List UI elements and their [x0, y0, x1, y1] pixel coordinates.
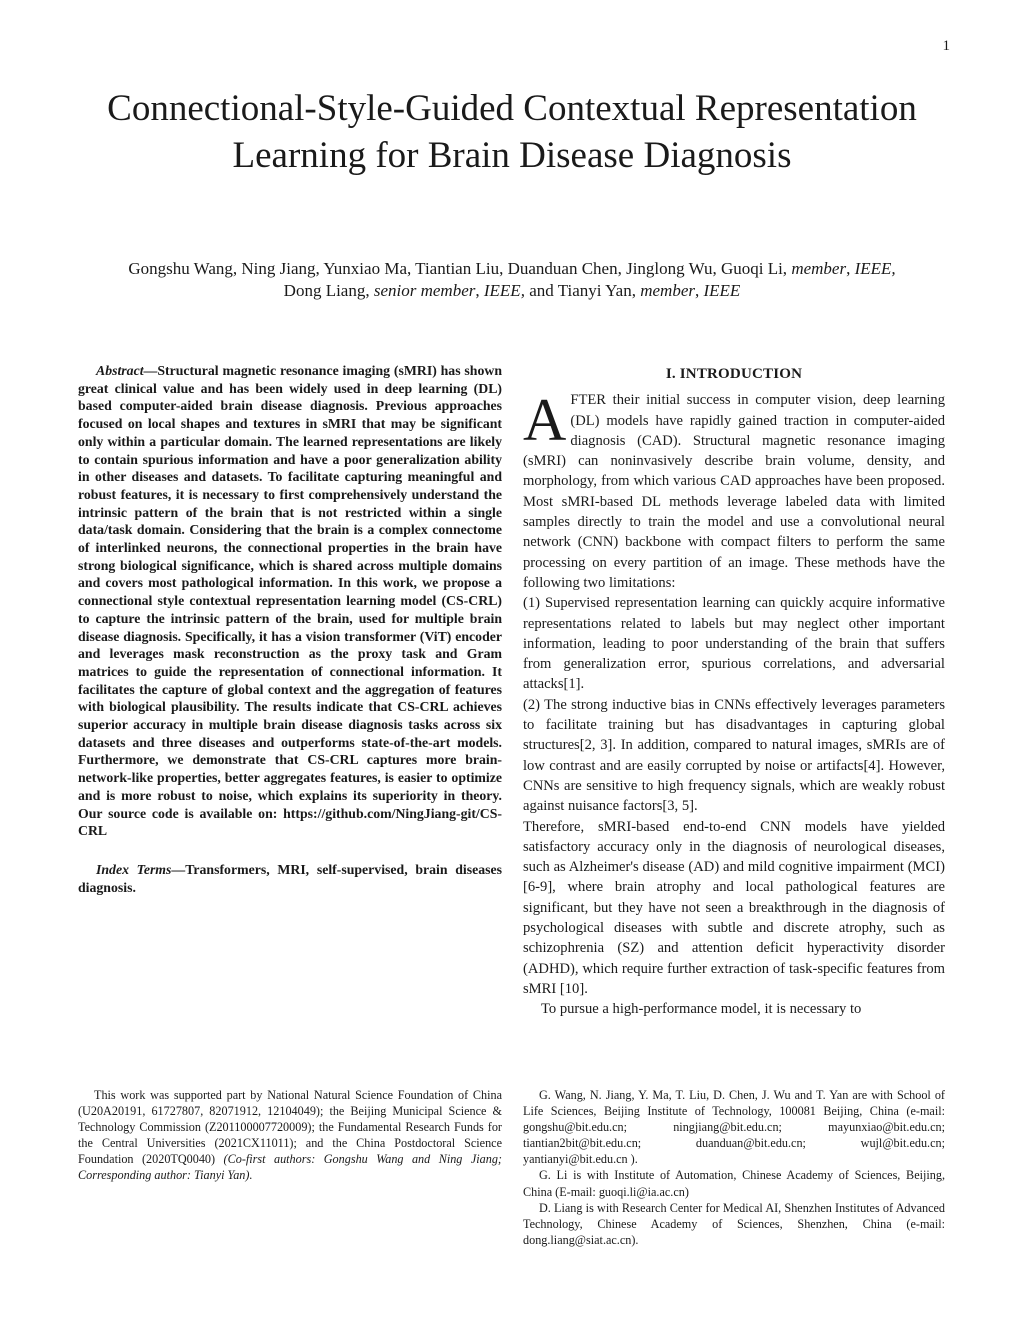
- author-list: [60, 258, 964, 302]
- affiliation-footnote: [523, 1087, 945, 1248]
- intro-paragraph-1-text: FTER their initial success in computer vision, deep learning (DL) models have rapidly gained traction in computer-aided diagnosis (CAD). Structural magnetic resonance imaging (sMRI) can noninvasively describe brain volume, density, and morphology, from which various CAD approaches have been proposed. Most sMRI-based DL methods leverage labeled data with limited samples directly to train the model and use a convolutional neural network (CNN) backbone with compact filters to perform the same processing on every partition of an image. These methods have the following two limitations:: [523, 392, 945, 591]
- intro-paragraph-2: (1) Supervised representation learning can quickly acquire informative representations related to labels but may neglect other important information, leading to poor understanding of the brain that suffers from generalization error, spurious correlations, and adversarial attacks[1].: [523, 595, 945, 693]
- paper-title: Connectional-Style-Guided Contextual Representation Learning for Brain Disease Diagnosis: [107, 88, 917, 176]
- funding-footnote: [78, 1087, 502, 1184]
- intro-paragraph-3: (2) The strong inductive bias in CNNs effectively leverages parameters to facilitate training but has disadvantages in capturing global structures[2, 3]. In addition, compared to natural images, sMRIs are of low contrast and are easily corrupted by noise or artifacts[4]. However, CNNs are sensitive to high frequency signals, which are weakly robust against nuisance factors[3, 5].: [523, 696, 945, 815]
- intro-paragraph-5: To pursue a high-performance model, it is necessary to: [541, 1001, 862, 1018]
- section-heading-introduction: I. INTRODUCTION: [665, 366, 803, 382]
- index-terms-text: —Transformers, MRI, self-supervised, brain diseases diagnosis.: [78, 861, 502, 895]
- affiliation-paragraph-3: D. Liang is with Research Center for Medical AI, Shenzhen Institutes of Advanced Technology, Chinese Academy of Sciences, Shenzhen, China (e-mail: dong.liang@siat.ac.cn).: [523, 1200, 945, 1247]
- affiliation-paragraph-2: G. Li is with Institute of Automation, Chinese Academy of Sciences, Beijing, China (E-mail: guoqi.li@ia.ac.cn): [523, 1168, 945, 1199]
- author-name: and Tianyi Yan,: [524, 281, 641, 300]
- index-terms: [78, 861, 502, 896]
- author-line-2: [60, 280, 964, 302]
- right-column: [523, 364, 945, 1020]
- author-role: member: [791, 259, 847, 278]
- funding-text: This work was supported part by National Natural Science Foundation of China (U20A20191, 61727807, 82071912, 12104049); the Beijing Municipal Science & Technology Commission (Z201100007720009); the Fundamental Research Funds for the Central Universities (2021CX11011); and the China Postdoctoral Science Foundation (2020TQ0040): [78, 1088, 502, 1167]
- abstract: [78, 362, 502, 840]
- author-separator: ,: [694, 281, 704, 300]
- author-org: IEEE,: [854, 259, 896, 278]
- affiliation-paragraph-1: G. Wang, N. Jiang, Y. Ma, T. Liu, D. Chen, J. Wu and T. Yan are with School of Life Sciences, Beijing Institute of Technology, 100081 Beijing, China (e-mail: gongshu@bit.edu.cn; ningjiang@bit.edu.cn; mayunxiao@bit.edu.cn; tiantian2bit@bit.edu.cn; duanduan@bit.edu.cn; wujl@bit.edu.cn; yantianyi@bit.edu.cn ).: [523, 1088, 945, 1167]
- intro-paragraph-1: [523, 387, 945, 593]
- intro-paragraph-4: Therefore, sMRI-based end-to-end CNN models have yielded satisfactory accuracy only in the diagnosis of neurological diseases, such as Alzheimer's disease (AD) and mild cognitive impairment (MCI)[6-9], where brain atrophy and local pathological features are significant, but they have not seen a breakthrough in the diagnosis of psychological diseases with subtle and discrete atrophy, such as schizophrenia (SZ) and attention deficit hyperactivity disorder (ADHD), which require further extraction of task-specific features from sMRI [10].: [523, 818, 945, 997]
- page-number: 1: [942, 38, 950, 54]
- funding-footnote-text: [78, 1087, 502, 1184]
- author-line-1: [60, 258, 964, 280]
- author-org: IEEE,: [483, 281, 525, 300]
- index-terms-label: Index Terms: [96, 861, 172, 877]
- co-author-note: (Co-first authors: Gongshu Wang and Ning Jiang; Corresponding author: Tianyi Yan).: [78, 1152, 502, 1183]
- author-org: IEEE: [703, 281, 741, 300]
- author-role: member: [640, 281, 695, 300]
- author-separator: ,: [475, 281, 484, 300]
- abstract-label: Abstract: [96, 363, 144, 378]
- author-name: Dong Liang,: [283, 281, 374, 300]
- author-names: Gongshu Wang, Ning Jiang, Yunxiao Ma, Tiantian Liu, Duanduan Chen, Jinglong Wu, Guoqi Li,: [128, 259, 792, 278]
- abstract-text: —Structural magnetic resonance imaging (sMRI) has shown great clinical value and has been widely used in deep learning (DL) based computer-aided brain disease diagnosis. Previous approaches focused on local shapes and textures in sMRI that may be significant only within a particular domain. The learned representations are likely to contain spurious information and have a poor generalization ability in other diseases and datasets. To facilitate capturing meaningful and robust features, it is necessary to first comprehensively understand the intrinsic pattern of the brain that is not restricted within a single data/task domain. Considering that the brain is a complex connectome of interlinked neurons, the connectional properties in the brain have strong biological significance, which is shared across multiple domains and covers most pathological information. In this work, we propose a connectional style contextual representation learning model (CS-CRL) to capture the intrinsic pattern of the brain, used for multiple brain disease diagnosis. Specifically, it has a vision transformer (ViT) encoder and leverages mask reconstruction as the proxy task and Gram matrices to guide the representation of connectional information. It facilitates the capture of global context and the aggregation of features with biological plausibility. The results indicate that CS-CRL achieves superior accuracy in multiple brain disease diagnosis tasks across six datasets and three diseases and outperforms state-of-the-art models. Furthermore, we demonstrate that CS-CRL captures more brain-network-like properties, better aggregates features, is easier to optimize and is more robust to noise, which explains its superiority in theory. Our source code is available on: https://github.com/NingJiang-git/CS-CRL: [78, 363, 502, 839]
- drop-cap: A: [523, 387, 567, 454]
- author-separator: ,: [846, 259, 855, 278]
- left-column: [78, 362, 502, 896]
- author-role: senior member: [373, 281, 476, 300]
